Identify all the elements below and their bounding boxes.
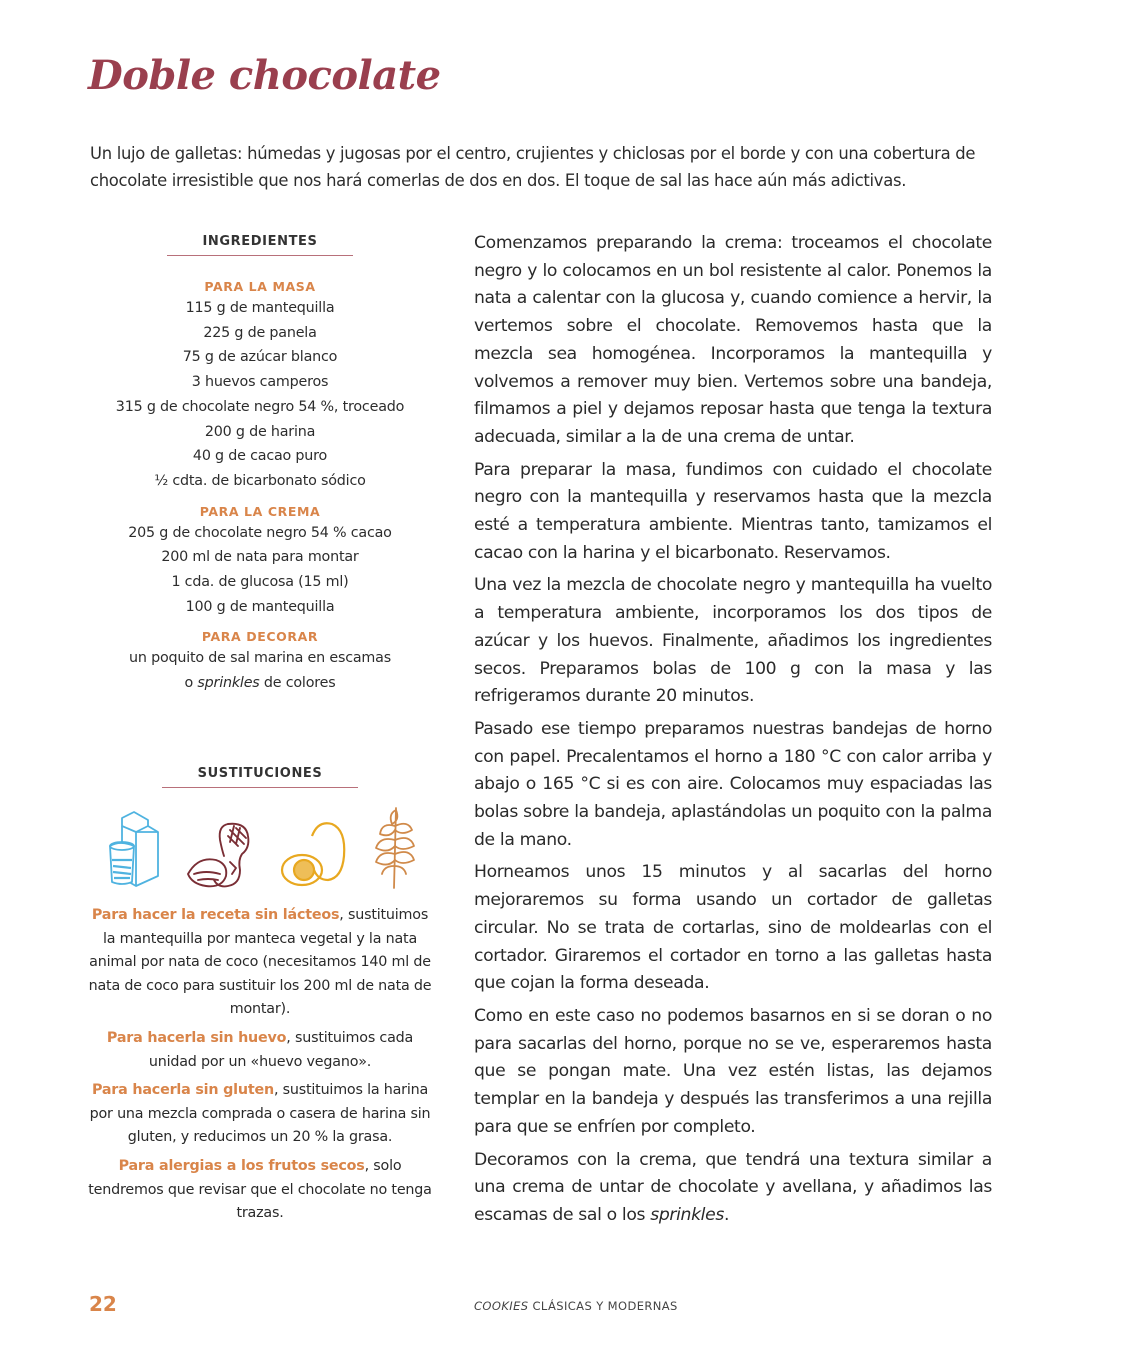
instruction-step: Comenzamos preparando la crema: troceamos el chocolate negro y lo colocamos en un bol resistente al calor. Ponemos la nata a calentar con la glucosa y, cuando comience a hervir, la vertemos sobre el chocolate. Removemos hasta que la mezcla sea homogénea. Incorporamos la mantequilla y volvemos a remover muy bien. Vertemos sobre una bandeja, filmamos a piel y dejamos reposar hasta que tenga la textura adecuada, similar a la de una crema de untar. <box>474 233 992 447</box>
substitution-item: Para hacerla sin huevo, sustituimos cada unidad por un «huevo vegano». <box>106 1029 414 1070</box>
decorar-list <box>88 646 432 695</box>
ingredient-item: 75 g de azúcar blanco <box>182 349 338 366</box>
recipe-intro: Un lujo de galletas: húmedas y jugosas por el centro, crujientes y chiclosas por el borde y con una cobertura de chocolate irresistible que nos hará comerlas de dos en dos. El toque de sal las hace aún más adictivas. <box>90 144 976 190</box>
page-number: 22 <box>89 1292 117 1316</box>
substitution-item: Para hacer la receta sin lácteos, sustituimos la mantequilla por manteca vegetal y la nata animal por nata de coco (necesitamos 140 ml de nata de coco para sustituir los 200 ml de nata de montar). <box>88 907 432 1018</box>
ingredient-item: 115 g de mantequilla <box>185 300 335 316</box>
ingredient-item: 225 g de panela <box>203 324 317 341</box>
ingredient-item: un poquito de sal marina en escamas <box>129 650 391 667</box>
ingredient-item: 100 g de mantequilla <box>185 598 335 615</box>
crema-list <box>88 521 432 620</box>
recipe-title: Doble chocolate <box>88 52 441 99</box>
wheat-icon <box>370 804 420 890</box>
ingredient-item: 1 cda. de glucosa (15 ml) <box>171 574 349 591</box>
ingredients-heading: INGREDIENTES <box>167 234 354 256</box>
ingredient-item: ½ cdta. de bicarbonato sódico <box>154 472 366 489</box>
almond-peanut-icon <box>184 818 256 890</box>
ingredient-item: 205 g de chocolate negro 54 % cacao <box>128 524 392 541</box>
milk-carton-glass-icon <box>100 808 162 890</box>
instruction-step: Decoramos con la crema, que tendrá una textura similar a una crema de untar de chocolate y avellana, y añadimos las escamas de sal o los sprinkles. <box>474 1149 992 1225</box>
ingredient-item: 315 g de chocolate negro 54 %, troceado <box>115 398 405 415</box>
instruction-step: Pasado ese tiempo preparamos nuestras bandejas de horno con papel. Precalentamos el horno a 180 °C con calor arriba y abajo o 165 °C si es con aire. Colocamos muy espaciadas las bolas sobre la bandeja, aplastándolas un poquito con la palma de la mano. <box>474 718 992 850</box>
ingredients-panel <box>88 230 432 696</box>
masa-heading: PARA LA MASA <box>204 279 316 294</box>
decorar-heading: PARA DECORAR <box>201 629 319 645</box>
ingredient-item: 40 g de cacao puro <box>192 448 328 465</box>
substitution-item: Para alergias a los frutos secos, solo tendremos que revisar que el chocolate no tenga trazas. <box>88 1157 432 1222</box>
egg-icon <box>278 818 348 890</box>
instruction-step: Una vez la mezcla de chocolate negro y mantequilla ha vuelto a temperatura ambiente, incorporamos los dos tipos de azúcar y los huevos. Finalmente, añadimos los ingredientes secos. Preparamos bolas de 100 g con la masa y las refrigeramos durante 20 minutos. <box>474 575 992 707</box>
running-footer: COOKIES CLÁSICAS Y MODERNAS <box>474 1299 678 1313</box>
crema-heading: PARA LA CREMA <box>199 503 321 519</box>
substitutions-list <box>86 904 434 1231</box>
instruction-step: Horneamos unos 15 minutos y al sacarlas del horno mejoraremos su forma usando un cortador de galletas circular. No se trata de cortarlas, sino de moldearlas con el cortador. Giraremos el cortador en torno a las galletas hasta que cojan la forma deseada. <box>474 862 992 994</box>
substitutions-header <box>88 762 432 788</box>
substitution-item: Para hacerla sin gluten, sustituimos la harina por una mezcla comprada o casera de harina sin gluten, y reducimos un 20 % la grasa. <box>89 1082 431 1146</box>
ingredient-item: 200 g de harina <box>204 423 316 440</box>
ingredient-item: o sprinkles de colores <box>184 675 336 692</box>
masa-list <box>88 296 432 494</box>
instructions <box>474 230 992 1235</box>
substitutions-heading: SUSTITUCIONES <box>162 766 359 788</box>
allergen-icons <box>100 800 420 890</box>
ingredient-item: 200 ml de nata para montar <box>161 549 359 566</box>
ingredient-item: 3 huevos camperos <box>191 374 329 391</box>
instruction-step: Para preparar la masa, fundimos con cuidado el chocolate negro con la mantequilla y reservamos hasta que la mezcla esté a temperatura ambiente. Mientras tanto, tamizamos el cacao con la harina y el bicarbonato. Reservamos. <box>474 459 992 563</box>
instruction-step: Como en este caso no podemos basarnos en si se doran o no para sacarlas del horno, porque no se ve, esperaremos hasta que se pongan mate. Una vez estén listas, las dejamos templar en la bandeja y después las transferimos a una rejilla para que se enfríen por completo. <box>474 1005 992 1137</box>
